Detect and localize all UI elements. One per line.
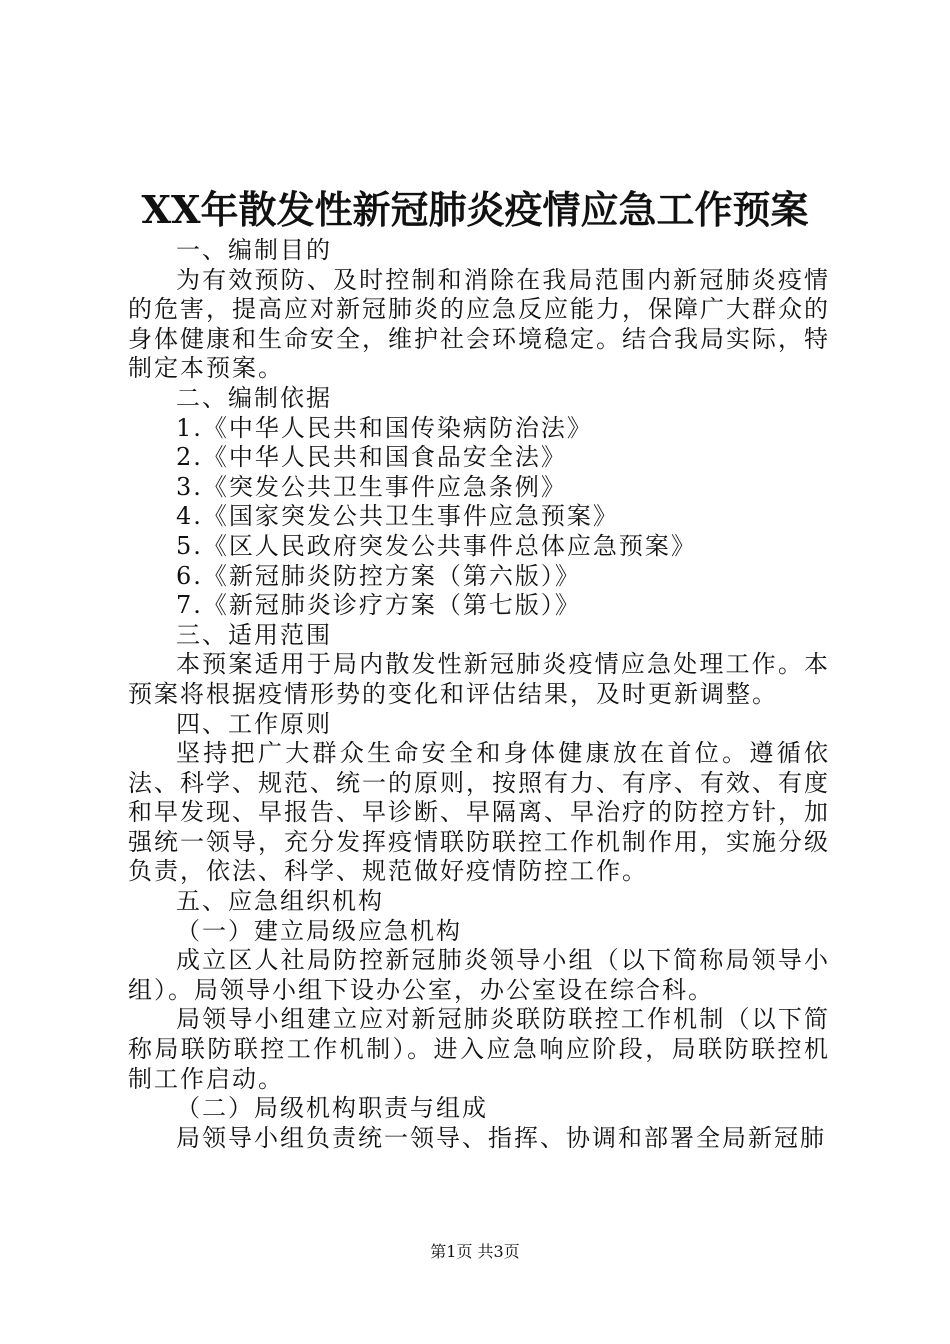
paragraph: 本预案适用于局内散发性新冠肺炎疫情应急处理工作。本预案将根据疫情形势的变化和评估结果，及时更新调整。	[128, 650, 830, 708]
paragraph: 局领导小组负责统一领导、指挥、协调和部署全局新冠肺	[176, 1123, 826, 1152]
paragraph: 成立区人社局防控新冠肺炎领导小组（以下简称局领导小组）。局领导小组下设办公室，办公室设在综合科。	[128, 946, 830, 1004]
section-heading: 五、应急组织机构	[176, 887, 384, 916]
section-heading: 三、适用范围	[176, 620, 332, 649]
reference-item: 4.《国家突发公共卫生事件应急预案》	[176, 502, 619, 531]
document-body	[128, 236, 830, 1153]
reference-item: 5.《区人民政府突发公共事件总体应急预案》	[176, 531, 697, 560]
section-heading: 四、工作原则	[176, 709, 332, 738]
reference-item: 3.《突发公共卫生事件应急条例》	[176, 472, 567, 501]
reference-item: 1.《中华人民共和国传染病防治法》	[176, 413, 593, 442]
paragraph: 坚持把广大群众生命安全和身体健康放在首位。遵循依法、科学、规范、统一的原则，按照有力、有序、有效、有度和早发现、早报告、早诊断、早隔离、早治疗的防控方针，加强统一领导，充分发挥疫情联防联控工作机制作用，实施分级负责，依法、科学、规范做好疫情防控工作。	[128, 739, 830, 886]
section-heading: 一、编制目的	[176, 236, 332, 264]
subsection-heading: （二）局级机构职责与组成	[176, 1094, 488, 1123]
section-heading: 二、编制依据	[176, 383, 332, 412]
page-number-footer: 第1页 共3页	[430, 1242, 520, 1261]
paragraph: 为有效预防、及时控制和消除在我局范围内新冠肺炎疫情的危害，提高应对新冠肺炎的应急反应能力，保障广大群众的身体健康和生命安全，维护社会环境稳定。结合我局实际，特制定本预案。	[128, 265, 830, 383]
subsection-heading: （一）建立局级应急机构	[176, 916, 462, 945]
reference-item: 6.《新冠肺炎防控方案（第六版）》	[176, 561, 581, 590]
document-title: XX年散发性新冠肺炎疫情应急工作预案	[141, 187, 809, 232]
paragraph: 局领导小组建立应对新冠肺炎联防联控工作机制（以下简称局联防联控工作机制）。进入应急响应阶段，局联防联控机制工作启动。	[128, 1005, 830, 1093]
reference-item: 7.《新冠肺炎诊疗方案（第七版）》	[176, 591, 581, 620]
reference-item: 2.《中华人民共和国食品安全法》	[176, 443, 567, 472]
